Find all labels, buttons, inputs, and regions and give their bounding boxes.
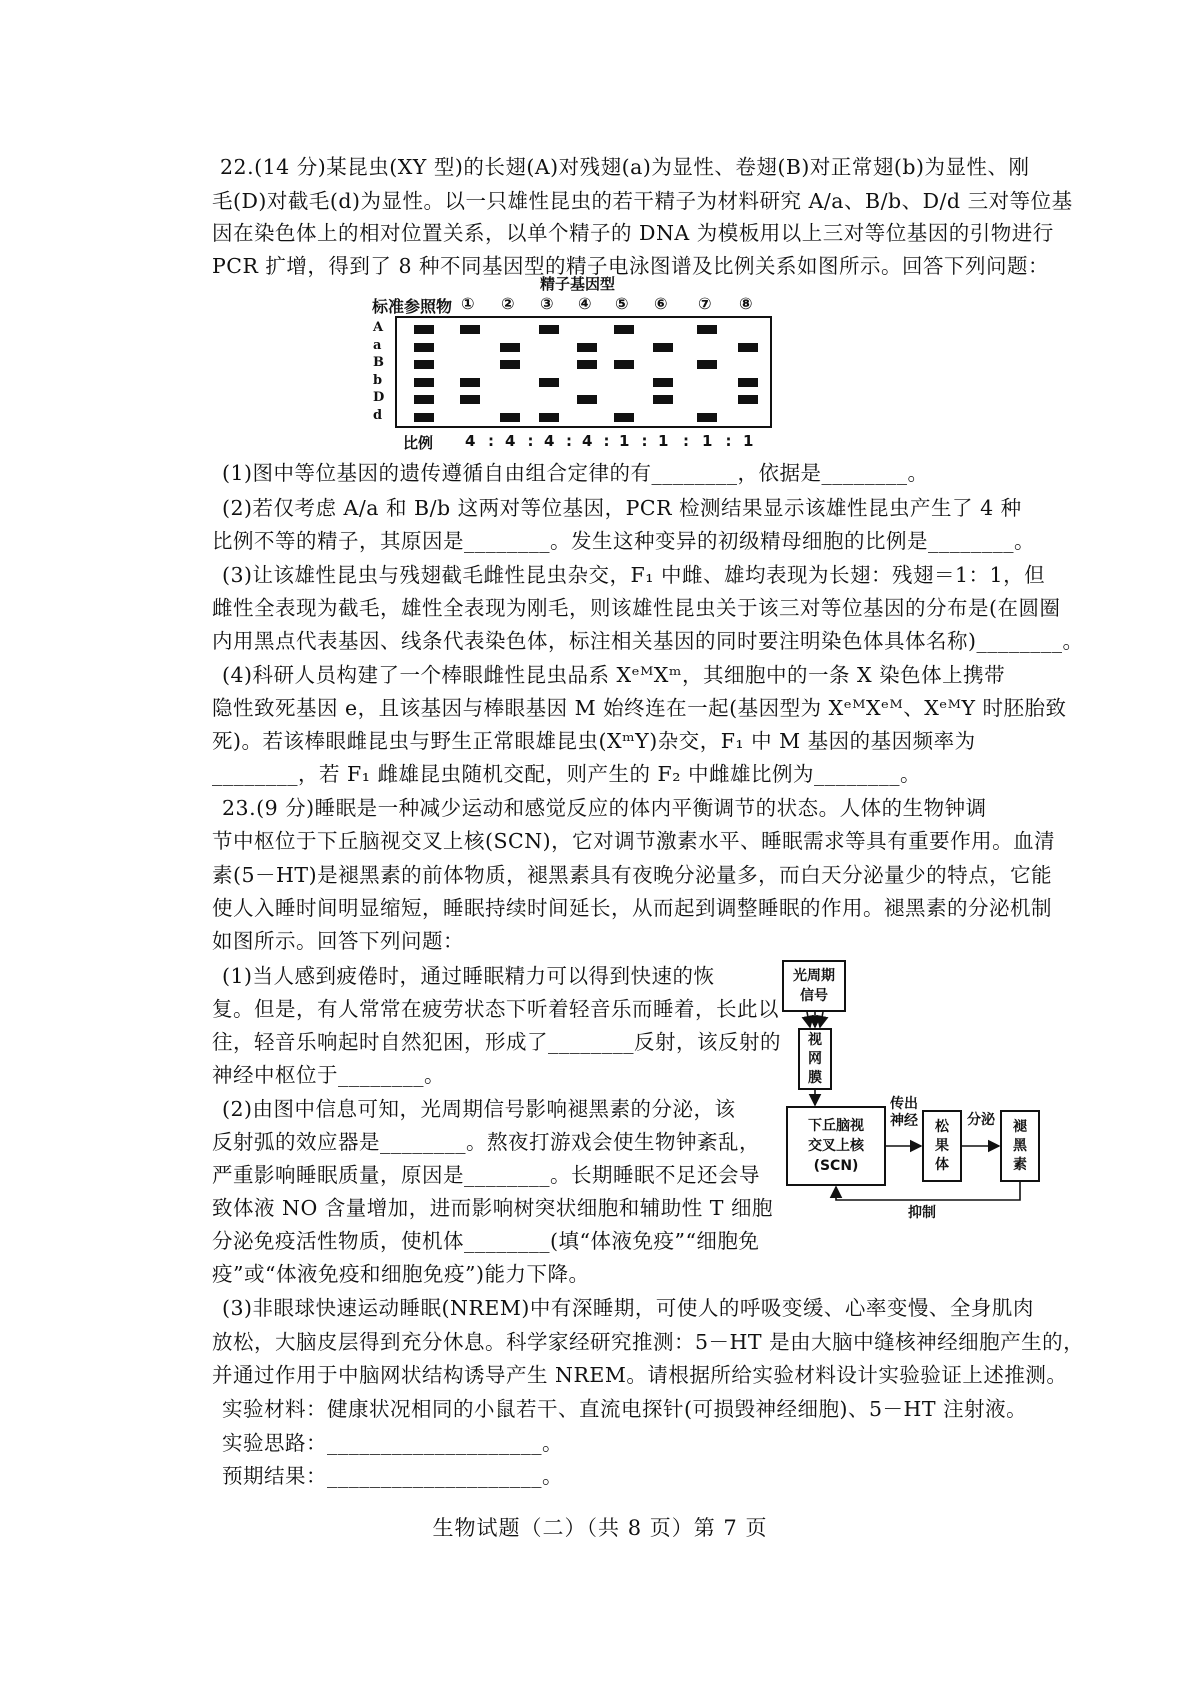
q22-sub4-line2: 隐性致死基因 e，且该基因与棒眼基因 M 始终连在一起(基因型为 XᵉᴹXᵉᴹ、XᵉᴹY 时胚胎致 [212, 696, 1067, 720]
q22-sub3-line3: 内用黑点代表基因、线条代表染色体，标注相关基因的同时要注明染色体具体名称)________。 [212, 629, 1084, 653]
ratio-colon: : [527, 432, 534, 450]
gel-lane-header-2: ② [501, 294, 515, 313]
gel-row-label-d: d [373, 408, 383, 423]
q23-sub2-line1: (2)由图中信息可知，光周期信号影响褪黑素的分泌，该 [222, 1097, 736, 1121]
ratio-value-7: 1 [702, 432, 713, 450]
gel-ref-label: 标准参照物 [372, 297, 453, 316]
ratio-label: 比例 [403, 434, 434, 452]
q22-sub4-line1: (4)科研人员构建了一个棒眼雌性昆虫品系 XᵉᴹXᵐ，其细胞中的一条 X 染色体上携带 [222, 663, 1006, 687]
ratio-value-3: 4 [544, 432, 555, 450]
flow-box-pineal: 松 果 体 [922, 1110, 962, 1182]
flow-label-inhibit: 抑制 [908, 1205, 936, 1221]
flow-box-melatonin: 褪 黑 素 [1000, 1110, 1040, 1182]
ratio-value-4: 4 [582, 432, 593, 450]
q23-sub1-line4: 神经中枢位于________。 [212, 1063, 445, 1087]
ratio-value-5: 1 [619, 432, 630, 450]
flow-box-light-signal: 光周期 信号 [782, 960, 846, 1012]
gel-row-label-B: B [373, 355, 384, 370]
ratio-colon: : [488, 432, 494, 450]
q22-line-1: 22.(14 分)某昆虫(XY 型)的长翅(A)对残翅(a)为显性、卷翅(B)对正常翅(b)为显性、刚 [220, 155, 1030, 179]
q22-line-3: 因在染色体上的相对位置关系，以单个精子的 DNA 为模板用以上三对等位基因的引物进行 [212, 221, 1054, 245]
q23-sub2-line6: 疫”或“体液免疫和细胞免疫”)能力下降。 [212, 1262, 590, 1286]
q23-sub2-line3: 严重影响睡眠质量，原因是________。长期睡眠不足还会导 [212, 1163, 760, 1187]
q23-intro-5: 如图所示。回答下列问题： [212, 929, 464, 953]
ratio-value-6: 1 [658, 432, 669, 450]
arrow-signal-retina-1 [807, 1012, 810, 1027]
q22-sub4-line4: ________，若 F₁ 雌雄昆虫随机交配，则产生的 F₂ 中雌雄比例为________。 [212, 762, 921, 786]
q23-sub1-line3: 往，轻音乐响起时自然犯困，形成了________反射，该反射的 [212, 1030, 781, 1054]
gel-title: 精子基因型 [540, 275, 616, 293]
q22-line-4: PCR 扩增，得到了 8 种不同基因型的精子电泳图谱及比例关系如图所示。回答下列问题： [212, 254, 1050, 278]
ratio-colon: : [683, 432, 689, 450]
q22-sub2-line1: (2)若仅考虑 A/a 和 B/b 这两对等位基因，PCR 检测结果显示该雄性昆虫产生了 4 种 [222, 496, 1022, 520]
q23-intro-1: 23.(9 分)睡眠是一种减少运动和感觉反应的体内平衡调节的状态。人体的生物钟调 [222, 796, 987, 820]
arrow-signal-retina-3 [820, 1012, 823, 1027]
q22-sub3-line2: 雌性全表现为截毛，雄性全表现为刚毛，则该雄性昆虫关于该三对等位基因的分布是(在圆圈 [212, 596, 1061, 620]
gel-row-label-b: b [373, 373, 383, 388]
flow-label-efferent: 传出 神经 [890, 1096, 918, 1129]
ratio-colon: : [603, 432, 610, 450]
q23-sub2-line4: 致体液 NO 含量增加，进而影响树突状细胞和辅助性 T 细胞 [212, 1196, 773, 1220]
gel-lane-header-4: ④ [578, 294, 592, 313]
q22-sub3-line1: (3)让该雄性昆虫与残翅截毛雌性昆虫杂交，F₁ 中雌、雄均表现为长翅：残翅＝1：1，但 [222, 563, 1046, 587]
q23-sub3-line3: 并通过作用于中脑网状结构诱导产生 NREM。请根据所给实验材料设计实验验证上述推测。 [212, 1363, 1068, 1387]
gel-lane-header-6: ⑥ [654, 294, 668, 313]
q23-materials: 实验材料：健康状况相同的小鼠若干、直流电探针(可损毁神经细胞)、5－HT 注射液。 [222, 1397, 1028, 1421]
gel-row-label-a: a [373, 338, 382, 353]
q23-sub1-line1: (1)当人感到疲倦时，通过睡眠精力可以得到快速的恢 [222, 964, 715, 988]
gel-lane-header-5: ⑤ [615, 294, 629, 313]
gel-row-label-D: D [373, 390, 385, 405]
q23-idea: 实验思路：____________________。 [222, 1431, 563, 1455]
gel-lane-header-7: ⑦ [698, 294, 712, 313]
gel-row-label-A: A [373, 320, 384, 335]
ratio-value-2: 4 [505, 432, 516, 450]
ratio-value-8: 1 [743, 432, 754, 450]
gel-lane-header-3: ③ [540, 294, 554, 313]
flow-label-secrete: 分泌 [967, 1112, 995, 1128]
gel-lane-header-1: ① [461, 294, 475, 313]
page-footer: 生物试题（二）（共 8 页）第 7 页 [432, 1516, 768, 1540]
q22-sub1: (1)图中等位基因的遗传遵循自由组合定律的有________，依据是________。 [222, 461, 929, 485]
q23-intro-3: 素(5－HT)是褪黑素的前体物质，褪黑素具有夜晚分泌量多，而白天分泌量少的特点，它能 [212, 863, 1053, 887]
flow-box-retina: 视 网 膜 [798, 1028, 832, 1090]
ratio-colon: : [566, 432, 572, 450]
ratio-value-1: 4 [465, 432, 476, 450]
flow-box-scn: 下丘脑视 交叉上核 (SCN) [786, 1106, 886, 1186]
ratio-colon: : [725, 432, 732, 450]
q22-sub4-line3: 死)。若该棒眼雌昆虫与野生正常眼雄昆虫(XᵐY)杂交，F₁ 中 M 基因的基因频率为 [212, 729, 976, 753]
q23-result: 预期结果：____________________。 [222, 1464, 563, 1488]
q23-sub2-line2: 反射弧的效应器是________。熬夜打游戏会使生物钟紊乱， [212, 1130, 760, 1154]
ratio-colon: : [641, 432, 648, 450]
q23-sub3-line1: (3)非眼球快速运动睡眠(NREM)中有深睡期，可使人的呼吸变缓、心率变慢、全身肌肉 [222, 1296, 1034, 1320]
q23-intro-4: 使人入睡时间明显缩短，睡眠持续时间延长，从而起到调整睡眠的作用。褪黑素的分泌机制 [212, 896, 1052, 920]
q23-sub2-line5: 分泌免疫活性物质，使机体________(填“体液免疫”“细胞免 [212, 1229, 760, 1253]
q22-sub2-line2: 比例不等的精子，其原因是________。发生这种变异的初级精母细胞的比例是________。 [212, 529, 1035, 553]
q23-sub1-line2: 复。但是，有人常常在疲劳状态下听着轻音乐而睡着，长此以 [212, 997, 779, 1021]
arrow-inhibit-feedback [836, 1182, 1020, 1200]
gel-lane-header-8: ⑧ [739, 294, 753, 313]
q22-line-2: 毛(D)对截毛(d)为显性。以一只雄性昆虫的若干精子为材料研究 A/a、B/b、D/d 三对等位基 [212, 189, 1073, 213]
q23-intro-2: 节中枢位于下丘脑视交叉上核(SCN)，它对调节激素水平、睡眠需求等具有重要作用。血清 [212, 829, 1056, 853]
q23-sub3-line2: 放松，大脑皮层得到充分休息。科学家经研究推测：5－HT 是由大脑中缝核神经细胞产生的， [212, 1330, 1085, 1354]
